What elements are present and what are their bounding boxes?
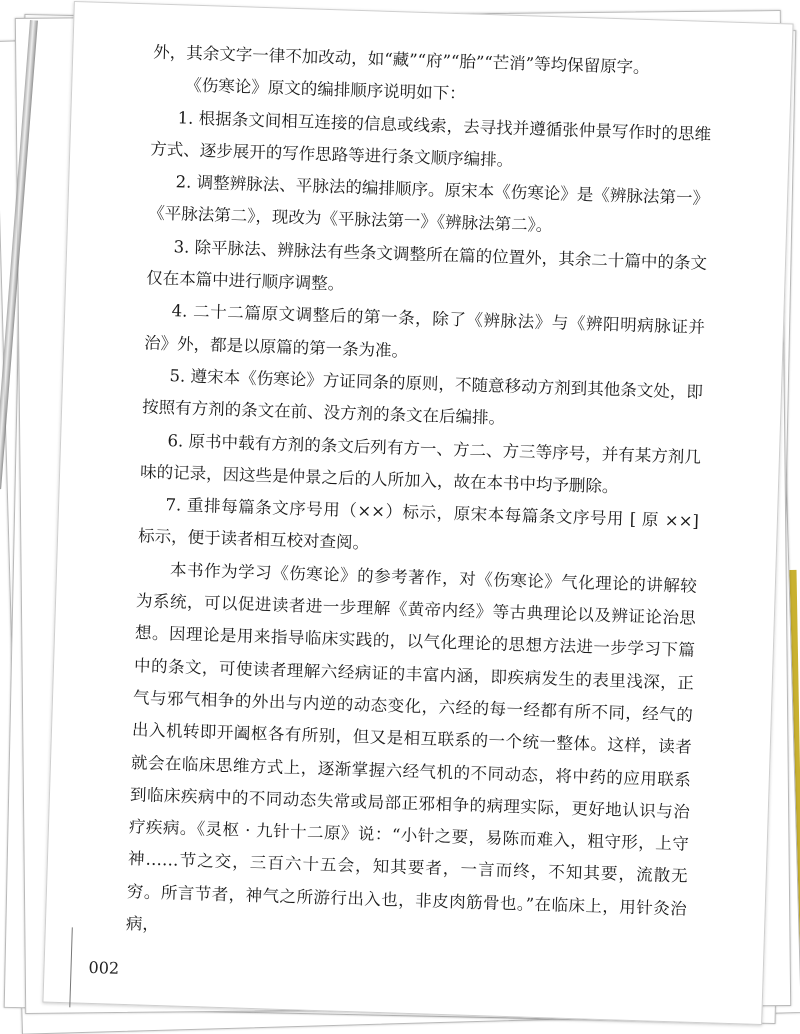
paragraph-item-4: 4. 二十二篇原文调整后的第一条，除了《辨脉法》与《辨阳明病脉证并治》外，都是以原篇的第一条为准。 xyxy=(143,301,706,361)
paragraph-item-1: 1. 根据条文间相互连接的信息或线索，去寻找并遵循张仲景写作时的思维方式、逐步展开的写作思路等进行条文顺序编排。 xyxy=(150,107,712,170)
paragraph-item-2: 2. 调整辨脉法、平脉法的编排顺序。原宋本《伤寒论》是《辨脉法第一》《平脉法第二》，现改为《平脉法第一》《辨脉法第二》。 xyxy=(147,172,710,236)
paragraph-item-6: 6. 原书中载有方剂的条文后列有方一、方二、方三等序号，并有某方剂几味的记录，因这些是仲景之后的人所加入，故在本书中均予删除。 xyxy=(139,430,702,497)
margin-rule xyxy=(69,927,73,1007)
book-page xyxy=(42,1,793,1025)
paragraph-order-intro: 《伤寒论》原文的编排顺序说明如下： xyxy=(185,75,466,104)
paragraph-item-3: 3. 除平脉法、辨脉法有些条文调整所在篇的位置外，其余二十篇中的条文仅在本篇中进行顺序调整。 xyxy=(145,236,708,294)
paragraph-item-5: 5. 遵宋本《伤寒论》方证同条的原则，不随意移动方剂到其他条文处，即按照有方剂的条文在前、没方剂的条文在后编排。 xyxy=(141,366,704,428)
page-number: 002 xyxy=(88,957,120,978)
paragraph-item-7: 7. 重排每篇条文序号用（××）标示，原宋本每篇条文序号用 [ 原 ××] 标示，便于读者相互校对查阅。 xyxy=(137,495,700,553)
paragraph-book-purpose: 本书作为学习《伤寒论》的参考著作，对《伤寒论》气化理论的讲解较为系统，可以促进读者进一步理解《黄帝内经》等古典理论以及辨证论治思想。因理论是用来指导临床实践的，以气化理论的思想方法进一步学习下篇中的条文，可使读者理解六经病证的丰富内涵，即疾病发生的表里浅深，正气与邪气相争的外出与内逆的动态变化，六经的每一经都有所不同，经气的出入机转即开阖枢各有所别，但又是相互联系的一个统一整体。这样，读者就会在临床思维方式上，逐渐掌握六经气机的不同动态，将中药的应用联系到临床疾病中的不同动态失常或局部正邪相争的病理实际，更好地认识与治疗疾病。《灵枢 · 九针十二原》说：“小针之要，易陈而难入，粗守形，上守神……节之交，三百六十五会，知其要者，一言而终，不知其要，流散无穷。所言节者，神气之所游行出入也，非皮肉筋骨也。”在临床上，用针灸治病， xyxy=(125,559,698,935)
paragraph-continuation: 外，其余文字一律不加改动，如“藏”“府”“胎”“芒消”等均保留原字。 xyxy=(153,42,650,78)
page-body-text xyxy=(125,36,713,957)
